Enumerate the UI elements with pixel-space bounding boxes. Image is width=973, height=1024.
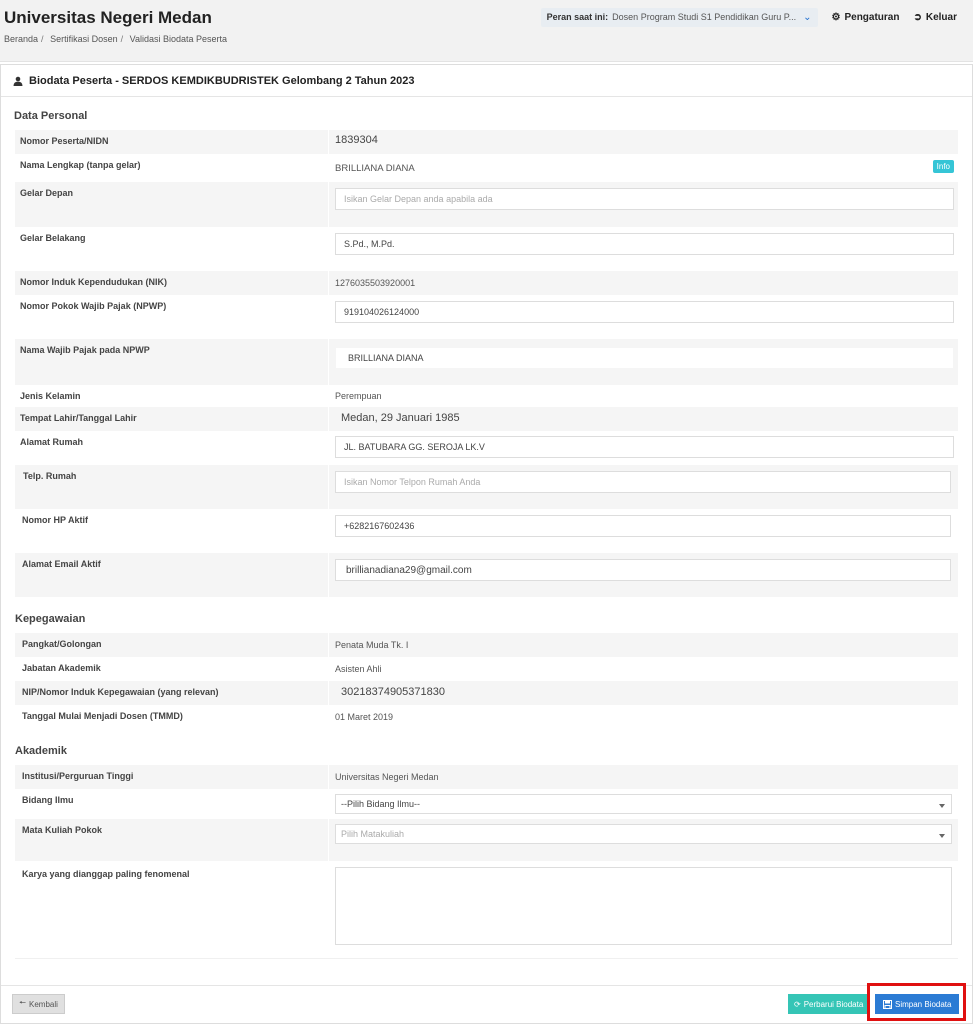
refresh-icon: ⟳	[794, 999, 801, 1009]
telp-input[interactable]: Isikan Nomor Telpon Rumah Anda	[335, 471, 951, 493]
row-jabatan	[15, 657, 958, 681]
label-bidang: Bidang Ilmu	[15, 789, 329, 819]
label-nama: Nama Lengkap (tanpa gelar)	[15, 154, 329, 182]
label-matkul: Mata Kuliah Pokok	[15, 819, 329, 861]
npwp-input[interactable]: 919104026124000	[335, 301, 954, 323]
user-icon	[13, 76, 23, 86]
panel-heading	[1, 65, 972, 97]
email-input[interactable]: brillianadiana29@gmail.com	[335, 559, 951, 581]
label-nomor-peserta: Nomor Peserta/NIDN	[15, 130, 329, 154]
panel-footer	[1, 985, 972, 1023]
app-title: Universitas Negeri Medan	[4, 8, 212, 27]
row-ttl	[15, 407, 958, 431]
value-institusi: Universitas Negeri Medan	[335, 772, 439, 782]
bidang-ilmu-select[interactable]: --Pilih Bidang Ilmu--	[335, 794, 952, 814]
row-matkul	[15, 819, 958, 861]
label-nik: Nomor Induk Kependudukan (NIK)	[15, 271, 329, 295]
nama-npwp-input[interactable]: BRILLIANA DIANA	[335, 347, 954, 369]
back-label: Kembali	[29, 999, 58, 1009]
settings-label: Pengaturan	[844, 11, 900, 23]
gear-icon: ⚙	[831, 11, 841, 23]
karya-textarea[interactable]	[335, 867, 952, 945]
row-karya	[15, 861, 958, 959]
label-gelar-depan: Gelar Depan	[15, 182, 329, 227]
row-gelar-belakang	[15, 227, 958, 271]
label-npwp: Nomor Pokok Wajib Pajak (NPWP)	[15, 295, 329, 339]
row-pangkat	[15, 633, 958, 657]
role-selector[interactable]	[541, 8, 818, 27]
value-nomor-peserta: 1839304	[335, 134, 378, 146]
breadcrumb	[4, 34, 230, 44]
row-email	[15, 553, 958, 597]
app-header	[0, 0, 973, 62]
gelar-depan-input[interactable]: Isikan Gelar Depan anda apabila ada	[335, 188, 954, 210]
label-alamat: Alamat Rumah	[15, 431, 329, 465]
chevron-down-icon: ⌄	[803, 11, 812, 23]
row-nama	[15, 154, 958, 182]
role-value: Dosen Program Studi S1 Pendidikan Guru P...	[612, 12, 797, 22]
logout-icon: ➲	[913, 11, 922, 23]
label-institusi: Institusi/Perguruan Tinggi	[15, 765, 329, 789]
label-tmmd: Tanggal Mulai Menjadi Dosen (TMMD)	[15, 705, 329, 729]
row-tmmd	[15, 705, 958, 729]
value-jenis-kelamin: Perempuan	[335, 391, 382, 401]
highlight-box	[867, 983, 966, 1021]
row-institusi	[15, 765, 958, 789]
refresh-label: Perbarui Biodata	[803, 999, 864, 1009]
label-gelar-belakang: Gelar Belakang	[15, 227, 329, 271]
alamat-input[interactable]: JL. BATUBARA GG. SEROJA LK.V	[335, 436, 954, 458]
row-nomor-peserta	[15, 130, 958, 154]
section-title-akademik: Akademik	[15, 745, 67, 757]
row-npwp	[15, 295, 958, 339]
row-hp	[15, 509, 958, 553]
row-nip	[15, 681, 958, 705]
label-email: Alamat Email Aktif	[15, 553, 329, 597]
back-button[interactable]	[12, 994, 65, 1014]
breadcrumb-validasi: Validasi Biodata Peserta	[129, 34, 228, 44]
label-karya: Karya yang dianggap paling fenomenal	[15, 861, 329, 958]
section-title-personal: Data Personal	[14, 110, 88, 122]
label-nip: NIP/Nomor Induk Kepegawaian (yang relevan)	[15, 681, 329, 705]
breadcrumb-sertifikasi[interactable]: Sertifikasi Dosen	[50, 34, 118, 44]
row-telp	[15, 465, 958, 509]
row-gelar-depan	[15, 182, 958, 227]
row-jenis-kelamin	[15, 385, 958, 407]
settings-link[interactable]	[832, 12, 900, 23]
value-tmmd: 01 Maret 2019	[335, 712, 394, 722]
logout-label: Keluar	[925, 11, 957, 23]
row-nik	[15, 271, 958, 295]
breadcrumb-beranda[interactable]: Beranda	[4, 34, 39, 44]
breadcrumb-separator: /	[41, 34, 44, 44]
row-alamat	[15, 431, 958, 465]
arrow-left-icon: 🠔	[19, 998, 26, 1007]
top-nav	[541, 6, 957, 28]
value-ttl: Medan, 29 Januari 1985	[341, 412, 460, 424]
refresh-biodata-button[interactable]	[788, 994, 869, 1014]
breadcrumb-separator: /	[120, 34, 124, 44]
label-pangkat: Pangkat/Golongan	[15, 633, 329, 657]
value-pangkat: Penata Muda Tk. I	[335, 640, 409, 650]
value-nip: 30218374905371830	[341, 686, 446, 698]
label-jenis-kelamin: Jenis Kelamin	[15, 385, 329, 407]
biodata-panel	[0, 64, 973, 1024]
info-badge[interactable]: Info	[933, 160, 954, 173]
hp-input[interactable]: +6282167602436	[335, 515, 951, 537]
label-hp: Nomor HP Aktif	[15, 509, 329, 553]
section-title-kepegawaian: Kepegawaian	[15, 613, 86, 625]
value-nik: 1276035503920001	[335, 278, 416, 288]
panel-title: Biodata Peserta - SERDOS KEMDIKBUDRISTEK Gelombang 2 Tahun 2023	[29, 74, 415, 87]
save-label: Simpan Biodata	[895, 999, 952, 1009]
value-jabatan: Asisten Ahli	[335, 664, 382, 674]
value-nama: BRILLIANA DIANA	[335, 163, 415, 174]
matkul-select[interactable]: Pilih Matakuliah	[335, 824, 952, 844]
label-jabatan: Jabatan Akademik	[15, 657, 329, 681]
label-ttl: Tempat Lahir/Tanggal Lahir	[15, 407, 329, 431]
logout-link[interactable]	[913, 12, 957, 23]
role-label: Peran saat ini:	[546, 12, 609, 22]
row-bidang	[15, 789, 958, 819]
row-nama-npwp	[15, 339, 958, 385]
gelar-belakang-input[interactable]: S.Pd., M.Pd.	[335, 233, 954, 255]
label-telp: Telp. Rumah	[15, 465, 329, 509]
label-nama-npwp: Nama Wajib Pajak pada NPWP	[15, 339, 329, 385]
